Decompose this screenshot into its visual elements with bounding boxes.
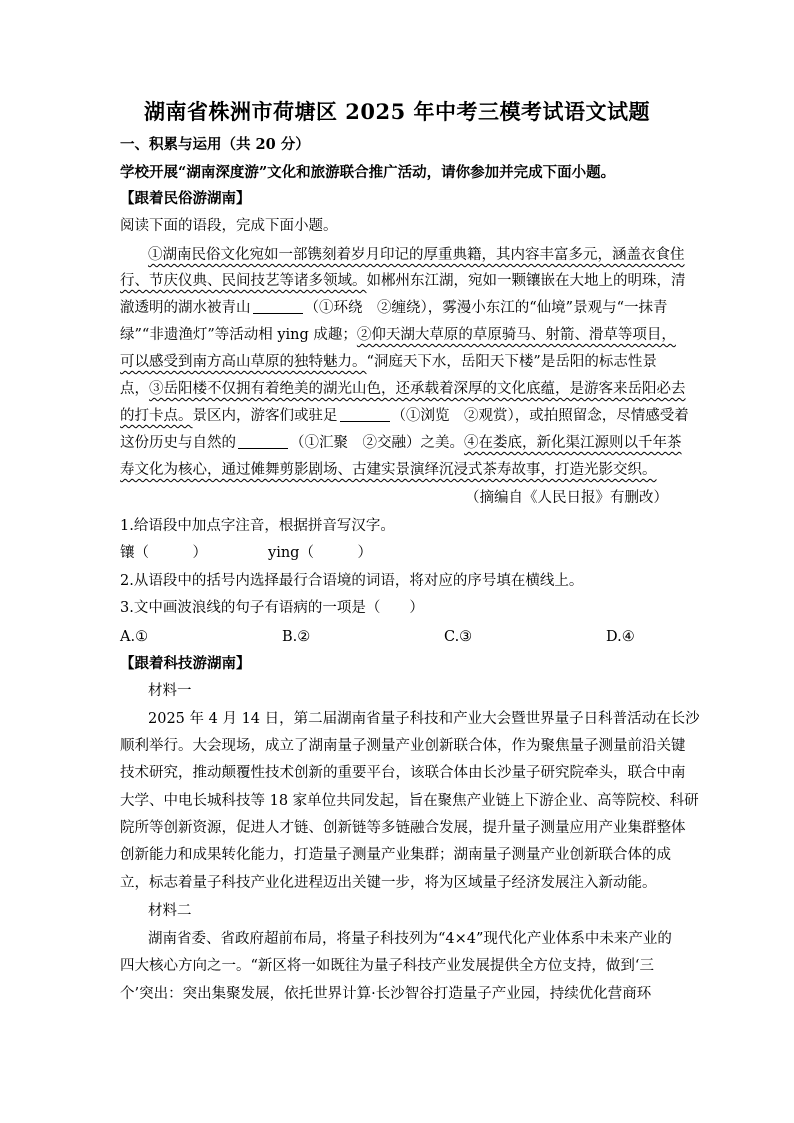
passage-line: [148, 245, 685, 265]
question-1-a: 镶（ ）: [120, 545, 207, 561]
passage-line: 行、节庆仪典、民间技艺等诸多领域。如郴州东江湖，宛如一颗镶嵌在大地上的明珠，清: [120, 273, 686, 289]
material-1-line: 大学、中电长城科技等 18 家单位共同发起，旨在聚焦产业链上下游企业、高等院校、科研: [120, 793, 699, 809]
wavy-sentence-1-end: 行、节庆仪典、民间技艺等诸多领域。: [120, 273, 367, 289]
reading-instruction: 阅读下面的语段，完成下面小题。: [120, 218, 338, 234]
question-3: 3.文中画波浪线的句子有语病的一项是（ ）: [120, 600, 424, 616]
section-heading: 一、积累与运用（共 20 分）: [120, 136, 310, 153]
passage-line: 这份历史与自然的 （①汇聚 ②交融）之美。④在娄底，新化渠江源则以千年茶: [120, 435, 682, 451]
question-2: 2.从语段中的括号内选择最行合语境的词语，将对应的序号填在横线上。: [120, 573, 584, 589]
material-1-line: 院所等创新资源，促进人才链、创新链等多链融合发展，提升量子测量应用产业集群整体: [120, 820, 686, 836]
option-d[interactable]: D.④: [606, 629, 635, 645]
passage-line: 澈透明的湖水被青山 （①环绕 ②缠绕），雾漫小东江的“仙境”景观与“一抹青: [120, 300, 668, 316]
wavy-sentence-1: ①湖南民俗文化宛如一部镌刻着岁月印记的厚重典籍，其内容丰富多元，涵盖衣食住: [148, 247, 685, 263]
material-1-line: 技术研究，推动颠覆性技术创新的重要平台，该联合体由长沙量子研究院牵头，联合中南: [120, 765, 686, 781]
material-1-label: 材料一: [148, 683, 192, 699]
passage-line: 的打卡点。景区内，游客们或驻足 （①浏览 ②观赏），或拍照留念，尽情感受着: [120, 408, 689, 424]
passage-line: [120, 460, 657, 480]
answer-blank[interactable]: [340, 407, 390, 422]
option-c[interactable]: C.③: [444, 629, 473, 645]
wavy-sentence-3: ③岳阳楼不仅拥有着绝美的湖光山色，还承载着深厚的文化底蕴，是游客来岳阳必去: [149, 381, 686, 397]
wavy-sentence-4-end: 寿文化为核心，通过傩舞剪影剧场、古建实景演绎沉浸式茶寿故事，打造光影交织。: [120, 462, 657, 478]
material-2-line: 湖南省委、省政府超前布局，将量子科技列为“4×4”现代化产业体系中未来产业的: [148, 931, 672, 947]
passage-line: 可以感受到南方高山草原的独特魅力。“洞庭天下水，岳阳天下楼”是岳阳的标志性景: [120, 354, 657, 370]
material-1-line: 立，标志着量子科技产业化进程迈出关键一步，将为区域量子经济发展注入新动能。: [120, 875, 657, 891]
passage-source: （摘编自《人民日报》有删改）: [465, 490, 668, 506]
material-1-line: 顺利举行。大会现场，成立了湖南量子测量产业创新联合体，作为聚焦量子测量前沿关键: [120, 738, 686, 754]
material-1-line: 2025 年 4 月 14 日，第二届湖南省量子科技和产业大会暨世界量子日科普活动在长沙: [148, 711, 700, 727]
wavy-sentence-4: ④在娄底，新化渠江源则以千年茶: [464, 435, 682, 451]
wavy-sentence-2: ②仰天湖大草原的草原骑马、射箭、滑草等项目，: [356, 327, 676, 343]
answer-blank[interactable]: [253, 299, 303, 314]
passage-line: 点，③岳阳楼不仅拥有着绝美的湖光山色，还承载着深厚的文化底蕴，是游客来岳阳必去: [120, 381, 686, 397]
subsection-tech: 【跟着科技游湖南】: [120, 655, 251, 672]
material-2-label: 材料二: [148, 903, 192, 919]
question-1: 1.给语段中加点字注音，根据拼音写汉字。: [120, 518, 395, 534]
material-1-line: 创新能力和成果转化能力，打造量子测量产业集群；湖南量子测量产业创新联合体的成: [120, 847, 671, 863]
answer-blank[interactable]: [238, 434, 288, 449]
option-a[interactable]: A.①: [120, 629, 149, 645]
wavy-sentence-3-end: 的打卡点。: [120, 408, 193, 424]
exam-title: 湖南省株洲市荷塘区 2025 年中考三模考试语文试题: [143, 99, 651, 124]
question-1-b: ying（ ）: [268, 545, 372, 561]
option-b[interactable]: B.②: [282, 629, 311, 645]
passage-line: 绿”“非遗渔灯”等活动相 ying 成趣；②仰天湖大草原的草原骑马、射箭、滑草等项目，: [120, 327, 676, 343]
material-2-line: 个’突出：突出集聚发展，依托世界计算·长沙智谷打造量子产业园，持续优化营商环: [120, 986, 652, 1002]
subsection-folk: 【跟着民俗游湖南】: [120, 190, 251, 207]
task-intro: 学校开展“湖南深度游”文化和旅游联合推广活动，请你参加并完成下面小题。: [120, 164, 616, 181]
material-2-line: 四大核心方向之一。“新区将一如既往为量子科技产业发展提供全方位支持，做到‘三: [120, 958, 655, 974]
wavy-sentence-2-end: 可以感受到南方高山草原的独特魅力。: [120, 354, 367, 370]
